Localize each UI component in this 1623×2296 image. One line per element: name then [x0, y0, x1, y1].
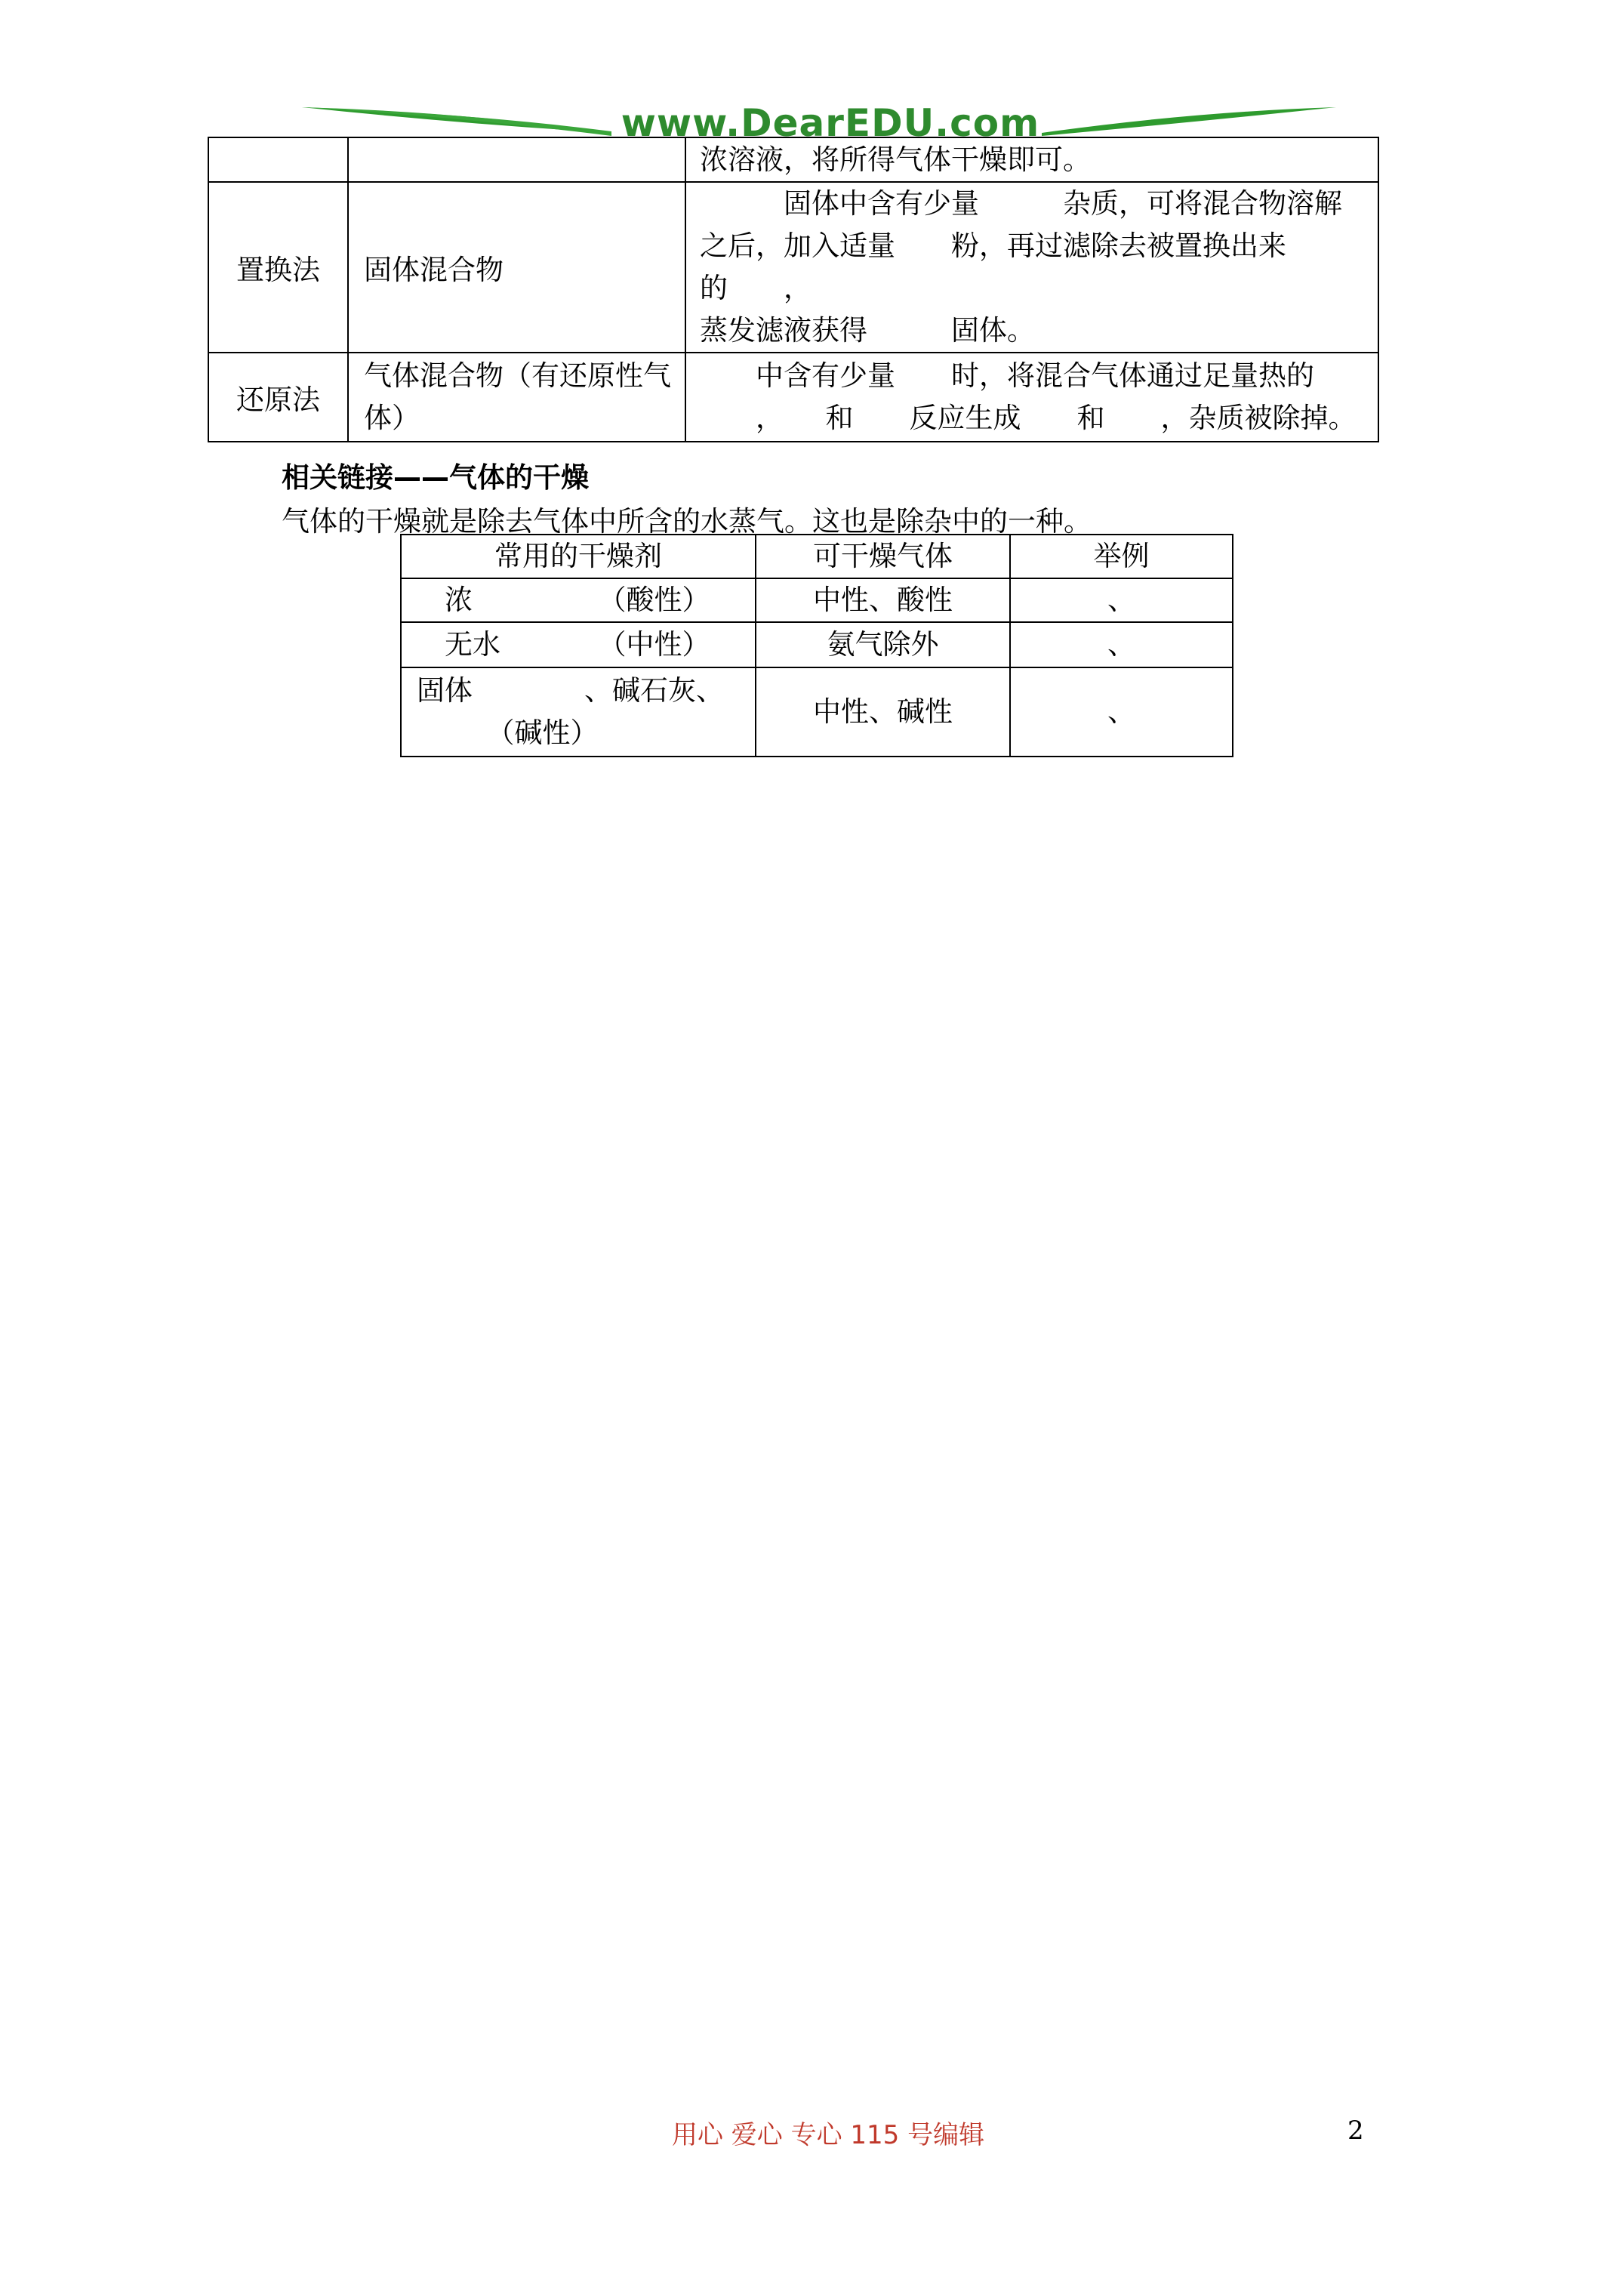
- method-cell: 还原法: [208, 353, 348, 442]
- page-number: 2: [1347, 2116, 1364, 2146]
- object-cell: 固体混合物: [348, 182, 685, 353]
- separation-methods-table: [208, 137, 1379, 442]
- table-row: [401, 622, 1233, 667]
- column-header: 常用的干燥剂: [401, 535, 756, 578]
- section-intro: 气体的干燥就是除去气体中所含的水蒸气。这也是除杂中的一种。: [282, 505, 1092, 538]
- table-header-row: [401, 535, 1233, 578]
- drying-agents-table: [400, 534, 1233, 757]
- description-line: ， 和 反应生成 和 ，杂质被除掉。: [700, 402, 1357, 434]
- column-header: 可干燥气体: [756, 535, 1010, 578]
- agent-cell: [401, 667, 756, 757]
- object-cell: [348, 137, 685, 182]
- object-cell: 气体混合物（有还原性气体）: [348, 353, 685, 442]
- agent-line: 固体 、碱石灰、: [417, 674, 724, 707]
- description-cell: [685, 182, 1378, 353]
- gases-cell: 中性、碱性: [756, 667, 1010, 757]
- method-cell: [208, 137, 348, 182]
- table-row: [208, 182, 1378, 353]
- logo-text: www.DearEDU.com: [621, 101, 1040, 145]
- description-cell: [685, 353, 1378, 442]
- example-cell: 、: [1010, 622, 1233, 667]
- description-line: 之后，加入适量 粉，再过滤除去被置换出来的 ，: [700, 230, 1286, 304]
- column-header: 举例: [1010, 535, 1233, 578]
- section-title: 相关链接——气体的干燥: [282, 461, 589, 494]
- table-row: [208, 137, 1378, 182]
- agent-cell: 无水 （中性）: [401, 622, 756, 667]
- table-row: [401, 578, 1233, 622]
- method-cell: 置换法: [208, 182, 348, 353]
- table-row: [401, 667, 1233, 757]
- description-cell: 浓溶液，将所得气体干燥即可。: [685, 137, 1378, 182]
- agent-line: （碱性）: [417, 717, 599, 749]
- footer-text: 用心 爱心 专心 115 号编辑: [672, 2120, 985, 2150]
- gases-cell: 中性、酸性: [756, 578, 1010, 622]
- description-line: 蒸发滤液获得 固体。: [700, 314, 1035, 347]
- example-cell: 、: [1010, 578, 1233, 622]
- table-row: [208, 353, 1378, 442]
- description-line: 中含有少量 时，将混合气体通过足量热的: [700, 359, 1314, 392]
- description-line: 固体中含有少量 杂质，可将混合物溶解: [700, 187, 1342, 220]
- agent-cell: 浓 （酸性）: [401, 578, 756, 622]
- gases-cell: 氨气除外: [756, 622, 1010, 667]
- example-cell: 、: [1010, 667, 1233, 757]
